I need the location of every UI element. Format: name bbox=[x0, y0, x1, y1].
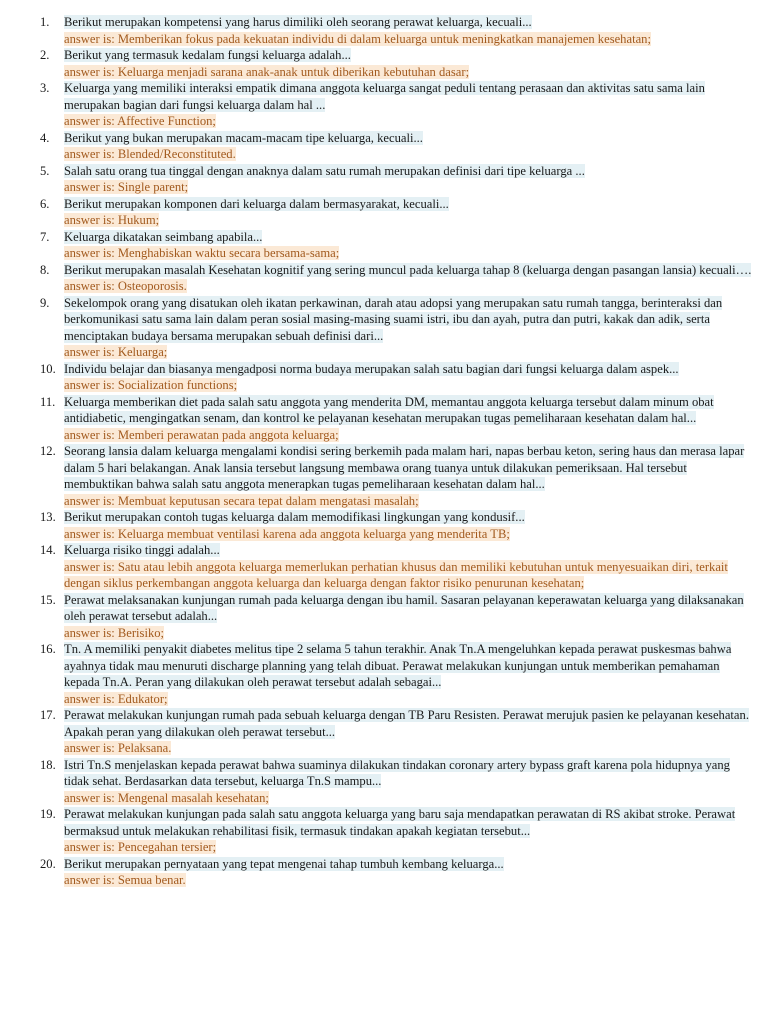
question-item bbox=[0, 394, 768, 444]
question-number: 5. bbox=[40, 163, 50, 178]
question-text: Berikut merupakan contoh tugas keluarga dalam memodifikasi lingkungan yang kondusif... bbox=[64, 510, 525, 524]
question-item bbox=[0, 262, 768, 295]
answer-line bbox=[64, 427, 754, 444]
answer-text: answer is: Memberi perawatan pada anggota keluarga; bbox=[64, 427, 339, 442]
question-number: 12. bbox=[40, 444, 56, 458]
answer-line bbox=[64, 691, 754, 708]
question-text: Berikut merupakan pernyataan yang tepat mengenai tahap tumbuh kembang keluarga... bbox=[64, 856, 504, 871]
answer-line bbox=[64, 31, 754, 48]
answer-line bbox=[64, 64, 754, 81]
answer-text: answer is: Affective Function; bbox=[64, 114, 216, 128]
answer-text: answer is: Single parent; bbox=[64, 180, 189, 194]
answer-line bbox=[64, 559, 754, 592]
question-number: 13. bbox=[40, 510, 56, 524]
question-item bbox=[0, 509, 768, 542]
answer-line bbox=[64, 113, 754, 130]
question-text: Istri Tn.S menjelaskan kepada perawat bahwa suaminya dilakukan tindakan coronary artery bypass graft karena pola hidupnya yang tidak sehat. Berdasarkan data tersebut, keluarga Tn.S mampu... bbox=[64, 757, 730, 788]
question-number: 14. bbox=[40, 543, 56, 557]
question-item bbox=[0, 443, 768, 509]
answer-line bbox=[64, 146, 754, 163]
answer-line bbox=[64, 245, 754, 262]
question-number: 7. bbox=[40, 229, 50, 244]
answer-line bbox=[64, 740, 754, 757]
question-text: Keluarga dikatakan seimbang apabila... bbox=[64, 229, 263, 244]
question-number: 9. bbox=[40, 295, 50, 310]
question-number: 8. bbox=[40, 262, 50, 277]
answer-line bbox=[64, 790, 754, 807]
question-text: Perawat melakukan kunjungan pada salah satu anggota keluarga yang baru saja mendapatkan perawatan di RS akibat stroke. Perawat bermaksud untuk melakukan rehabilitasi fisik, termasuk tindakan apakah kegiatan tersebut... bbox=[64, 807, 736, 838]
answer-text: answer is: Keluarga membuat ventilasi karena ada anggota keluarga yang menderita TB; bbox=[64, 526, 510, 541]
quiz-document bbox=[0, 14, 768, 889]
answer-text: answer is: Keluarga menjadi sarana anak-anak untuk diberikan kebutuhan dasar; bbox=[64, 64, 470, 79]
answer-line bbox=[64, 278, 754, 295]
question-text: Sekelompok orang yang disatukan oleh ikatan perkawinan, darah atau adopsi yang merupakan satu rumah tangga, berinteraksi dan berkomunikasi satu sama lain dalam peran sosial masing-masing suami istri, ibu dan ayah, putra dan putri, kakak dan adik, serta menciptakan budaya bersama merupakan sebuah definisi dari... bbox=[64, 295, 723, 343]
question-number: 16. bbox=[40, 642, 56, 656]
question-text: Keluarga memberikan diet pada salah satu anggota yang menderita DM, memantau anggota keluarga tersebut dalam minum obat antidiabetic, mengingatkan senam, dan kontrol ke pelayanan kesehatan merupakan tugas pemeliharaan kesehatan dalam hal... bbox=[64, 394, 714, 425]
answer-line bbox=[64, 377, 754, 394]
question-item bbox=[0, 229, 768, 262]
question-number: 4. bbox=[40, 130, 50, 145]
question-item bbox=[0, 295, 768, 361]
answer-text: answer is: Hukum; bbox=[64, 213, 160, 227]
question-text: Tn. A memiliki penyakit diabetes melitus tipe 2 selama 5 tahun terakhir. Anak Tn.A mengeluhkan kepada perawat puskesmas bahwa ayahnya tidak mau menuruti discharge planning yang telah dibuat. Perawat melakukan kunjungan untuk memberikan pemahaman kepada Tn.A. Peran yang dilakukan oleh perawat tersebut adalah sebagai... bbox=[64, 642, 732, 689]
question-item bbox=[0, 80, 768, 130]
question-item bbox=[0, 757, 768, 807]
question-text: Seorang lansia dalam keluarga mengalami kondisi sering berkemih pada malam hari, napas berbau keton, sering haus dan merasa lapar dalam 5 hari belakangan. Anak lansia tersebut langsung membawa orang tuanya untuk dilakukan pemeriksaan. Hal tersebut membuktikan bahwa salah satu anggota menerapkan tugas pemeliharaan kesehatan dalam hal... bbox=[64, 444, 745, 491]
answer-text: answer is: Semua benar. bbox=[64, 873, 186, 887]
answer-line bbox=[64, 625, 754, 642]
answer-line bbox=[64, 212, 754, 229]
question-item bbox=[0, 14, 768, 47]
question-item bbox=[0, 130, 768, 163]
answer-text: answer is: Pencegahan tersier; bbox=[64, 840, 217, 854]
question-text: Berikut merupakan kompetensi yang harus dimiliki oleh seorang perawat keluarga, kecuali... bbox=[64, 15, 532, 29]
question-text: Salah satu orang tua tinggal dengan anaknya dalam satu rumah merupakan definisi dari tipe keluarga ... bbox=[64, 163, 585, 178]
answer-text: answer is: Socialization functions; bbox=[64, 378, 238, 392]
answer-line bbox=[64, 179, 754, 196]
answer-text: answer is: Blended/Reconstituted. bbox=[64, 147, 236, 161]
question-number: 15. bbox=[40, 592, 56, 607]
question-item bbox=[0, 361, 768, 394]
answer-text: answer is: Osteoporosis. bbox=[64, 279, 187, 293]
question-item bbox=[0, 806, 768, 856]
answer-text: answer is: Membuat keputusan secara tepat dalam mengatasi masalah; bbox=[64, 493, 419, 508]
question-text: Perawat melaksanakan kunjungan rumah pada keluarga dengan ibu hamil. Sasaran pelayanan keperawatan keluarga yang dilaksanakan oleh perawat tersebut adalah... bbox=[64, 592, 744, 623]
question-item bbox=[0, 196, 768, 229]
question-item bbox=[0, 707, 768, 757]
question-text: Berikut yang termasuk kedalam fungsi keluarga adalah... bbox=[64, 48, 351, 62]
answer-line bbox=[64, 839, 754, 856]
question-text: Keluarga risiko tinggi adalah... bbox=[64, 543, 220, 557]
question-text: Berikut merupakan komponen dari keluarga dalam bermasyarakat, kecuali... bbox=[64, 196, 449, 211]
question-number: 2. bbox=[40, 48, 50, 62]
question-item bbox=[0, 592, 768, 642]
question-number: 1. bbox=[40, 15, 50, 29]
question-number: 6. bbox=[40, 196, 50, 211]
answer-text: answer is: Keluarga; bbox=[64, 345, 168, 359]
question-item bbox=[0, 47, 768, 80]
question-item bbox=[0, 163, 768, 196]
question-number: 17. bbox=[40, 708, 56, 722]
question-text: Berikut merupakan masalah Kesehatan kognitif yang sering muncul pada keluarga tahap 8 (keluarga dengan pasangan lansia) kecuali…. bbox=[64, 262, 752, 277]
answer-line bbox=[64, 493, 754, 510]
answer-text: answer is: Memberikan fokus pada kekuatan individu di dalam keluarga untuk meningkatkan manajemen kesehatan; bbox=[64, 31, 651, 46]
question-number: 18. bbox=[40, 757, 56, 772]
answer-text: answer is: Satu atau lebih anggota keluarga memerlukan perhatian khusus dan memiliki kebutuhan untuk menyesuaikan diri, terkait dengan siklus perkembangan anggota keluarga dan keluarga dengan faktor risiko penurunan kesehatan; bbox=[64, 559, 728, 590]
question-item bbox=[0, 542, 768, 592]
question-number: 20. bbox=[40, 856, 56, 871]
answer-text: answer is: Berisiko; bbox=[64, 625, 165, 640]
question-number: 11. bbox=[40, 394, 56, 409]
question-text: Keluarga yang memiliki interaksi empatik dimana anggota keluarga sangat peduli tentang perasaan dan aktivitas satu sama lain merupakan bagian dari fungsi keluarga dalam hal ... bbox=[64, 81, 705, 112]
answer-text: answer is: Edukator; bbox=[64, 691, 168, 706]
answer-line bbox=[64, 526, 754, 543]
question-text: Individu belajar dan biasanya mengadposi norma budaya merupakan salah satu bagian dari fungsi keluarga dalam aspek... bbox=[64, 361, 679, 376]
answer-text: answer is: Mengenal masalah kesehatan; bbox=[64, 790, 269, 805]
answer-line bbox=[64, 344, 754, 361]
answer-text: answer is: Pelaksana. bbox=[64, 741, 172, 755]
question-item bbox=[0, 856, 768, 889]
question-text: Perawat melakukan kunjungan rumah pada sebuah keluarga dengan TB Paru Resisten. Perawat merujuk pasien ke pelayanan kesehatan. Apakah peran yang dilakukan oleh perawat tersebut... bbox=[64, 708, 749, 739]
answer-text: answer is: Menghabiskan waktu secara bersama-sama; bbox=[64, 246, 340, 260]
question-text: Berikut yang bukan merupakan macam-macam tipe keluarga, kecuali... bbox=[64, 130, 423, 145]
answer-line bbox=[64, 872, 754, 889]
question-number: 10. bbox=[40, 361, 56, 376]
question-number: 19. bbox=[40, 807, 56, 821]
question-item bbox=[0, 641, 768, 707]
question-number: 3. bbox=[40, 81, 50, 95]
